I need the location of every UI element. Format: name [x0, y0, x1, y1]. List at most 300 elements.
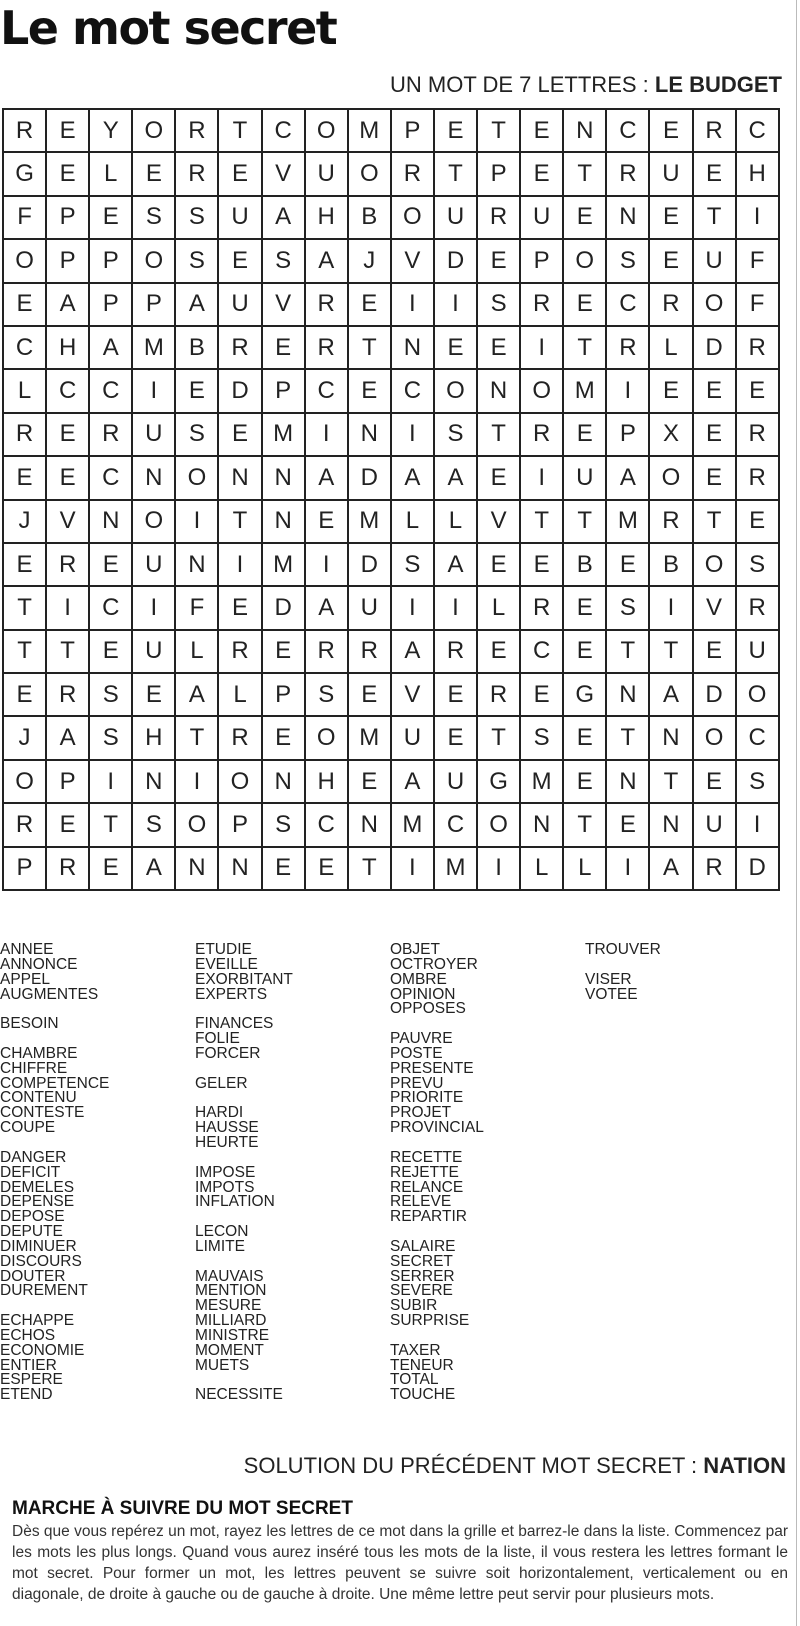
grid-cell[interactable]: C: [47, 370, 90, 413]
word-item[interactable]: TROUVER: [585, 941, 661, 958]
grid-cell[interactable]: R: [478, 674, 521, 717]
grid-cell[interactable]: V: [392, 674, 435, 717]
grid-cell[interactable]: C: [435, 804, 478, 847]
word-item[interactable]: PROVINCIAL: [390, 1119, 484, 1137]
grid-cell[interactable]: P: [392, 110, 435, 153]
grid-cell[interactable]: I: [607, 370, 650, 413]
grid-cell[interactable]: I: [133, 587, 176, 630]
grid-cell[interactable]: S: [607, 587, 650, 630]
grid-cell[interactable]: L: [521, 848, 564, 891]
grid-cell[interactable]: S: [133, 197, 176, 240]
grid-cell[interactable]: C: [4, 327, 47, 370]
grid-cell[interactable]: U: [521, 197, 564, 240]
grid-cell[interactable]: E: [521, 110, 564, 153]
word-item[interactable]: MOMENT: [195, 1341, 264, 1359]
word-item[interactable]: MESURE: [195, 1297, 262, 1315]
grid-cell[interactable]: R: [306, 631, 349, 674]
word-item[interactable]: HARDI: [195, 1104, 244, 1122]
word-item[interactable]: DANGER: [0, 1148, 67, 1166]
grid-cell[interactable]: R: [521, 587, 564, 630]
grid-cell[interactable]: O: [694, 717, 737, 760]
grid-cell[interactable]: O: [219, 761, 262, 804]
grid-cell[interactable]: N: [349, 804, 392, 847]
grid-cell[interactable]: S: [133, 804, 176, 847]
grid-cell[interactable]: B: [650, 544, 693, 587]
word-item[interactable]: GELER: [195, 1074, 248, 1092]
word-item[interactable]: HAUSSE: [195, 1119, 259, 1137]
grid-cell[interactable]: J: [349, 240, 392, 283]
grid-cell[interactable]: M: [564, 370, 607, 413]
grid-cell[interactable]: R: [176, 110, 219, 153]
grid-cell[interactable]: O: [349, 153, 392, 196]
grid-cell[interactable]: F: [4, 197, 47, 240]
grid-cell[interactable]: M: [392, 804, 435, 847]
grid-cell[interactable]: N: [176, 544, 219, 587]
grid-cell[interactable]: E: [607, 804, 650, 847]
grid-cell[interactable]: T: [478, 414, 521, 457]
word-item[interactable]: FOLIE: [195, 1030, 240, 1048]
word-item[interactable]: CONTENU: [0, 1089, 77, 1107]
grid-cell[interactable]: T: [564, 804, 607, 847]
grid-cell[interactable]: E: [133, 153, 176, 196]
grid-cell[interactable]: E: [478, 457, 521, 500]
word-item[interactable]: RECETTE: [390, 1148, 463, 1166]
grid-cell[interactable]: R: [176, 153, 219, 196]
grid-cell[interactable]: I: [133, 370, 176, 413]
grid-cell[interactable]: R: [478, 197, 521, 240]
grid-cell[interactable]: C: [306, 804, 349, 847]
word-item[interactable]: IMPOTS: [195, 1178, 255, 1196]
word-item[interactable]: DEFICIT: [0, 1163, 61, 1181]
word-item[interactable]: ANNONCE: [0, 955, 78, 973]
grid-cell[interactable]: M: [349, 717, 392, 760]
grid-cell[interactable]: E: [694, 761, 737, 804]
grid-cell[interactable]: E: [4, 674, 47, 717]
grid-cell[interactable]: E: [4, 544, 47, 587]
word-item[interactable]: CONTESTE: [0, 1104, 85, 1122]
grid-cell[interactable]: T: [694, 197, 737, 240]
grid-cell[interactable]: I: [176, 501, 219, 544]
word-item[interactable]: EVEILLE: [195, 955, 258, 973]
grid-cell[interactable]: E: [650, 197, 693, 240]
grid-cell[interactable]: A: [435, 457, 478, 500]
word-item[interactable]: PRESENTE: [390, 1059, 474, 1077]
grid-cell[interactable]: E: [694, 153, 737, 196]
grid-cell[interactable]: R: [4, 414, 47, 457]
grid-cell[interactable]: G: [4, 153, 47, 196]
grid-cell[interactable]: I: [478, 848, 521, 891]
word-item[interactable]: AUGMENTES: [0, 985, 99, 1003]
grid-cell[interactable]: E: [478, 240, 521, 283]
grid-cell[interactable]: H: [133, 717, 176, 760]
grid-cell[interactable]: O: [650, 457, 693, 500]
grid-cell[interactable]: R: [219, 631, 262, 674]
grid-cell[interactable]: E: [694, 457, 737, 500]
word-item[interactable]: BESOIN: [0, 1015, 59, 1033]
grid-cell[interactable]: I: [392, 414, 435, 457]
grid-cell[interactable]: A: [133, 848, 176, 891]
word-item[interactable]: SERRER: [390, 1267, 455, 1285]
grid-cell[interactable]: R: [737, 327, 780, 370]
word-item[interactable]: ECHAPPE: [0, 1312, 75, 1330]
grid-cell[interactable]: I: [306, 414, 349, 457]
grid-cell[interactable]: U: [694, 804, 737, 847]
word-item[interactable]: REJETTE: [390, 1163, 459, 1181]
grid-cell[interactable]: C: [607, 110, 650, 153]
grid-cell[interactable]: T: [478, 717, 521, 760]
grid-cell[interactable]: L: [176, 631, 219, 674]
word-item[interactable]: MILLIARD: [195, 1312, 267, 1330]
grid-cell[interactable]: R: [4, 110, 47, 153]
grid-cell[interactable]: T: [607, 717, 650, 760]
grid-cell[interactable]: U: [392, 717, 435, 760]
word-item[interactable]: HEURTE: [195, 1133, 259, 1151]
grid-cell[interactable]: E: [564, 197, 607, 240]
grid-cell[interactable]: O: [176, 457, 219, 500]
grid-cell[interactable]: Y: [90, 110, 133, 153]
grid-cell[interactable]: E: [694, 631, 737, 674]
grid-cell[interactable]: U: [564, 457, 607, 500]
word-item[interactable]: CHIFFRE: [0, 1059, 68, 1077]
grid-cell[interactable]: E: [133, 674, 176, 717]
word-item[interactable]: SECRET: [390, 1252, 453, 1270]
grid-cell[interactable]: S: [737, 761, 780, 804]
word-item[interactable]: PRIORITE: [390, 1089, 464, 1107]
grid-cell[interactable]: I: [737, 197, 780, 240]
grid-cell[interactable]: I: [176, 761, 219, 804]
grid-cell[interactable]: E: [737, 501, 780, 544]
grid-cell[interactable]: O: [521, 370, 564, 413]
grid-cell[interactable]: A: [607, 457, 650, 500]
word-item[interactable]: APPEL: [0, 970, 50, 988]
grid-cell[interactable]: E: [564, 414, 607, 457]
grid-cell[interactable]: E: [478, 327, 521, 370]
word-item[interactable]: DUREMENT: [0, 1282, 88, 1300]
grid-cell[interactable]: D: [435, 240, 478, 283]
grid-cell[interactable]: P: [4, 848, 47, 891]
grid-cell[interactable]: O: [435, 370, 478, 413]
grid-cell[interactable]: E: [564, 717, 607, 760]
grid-cell[interactable]: P: [478, 153, 521, 196]
grid-cell[interactable]: E: [306, 501, 349, 544]
grid-cell[interactable]: L: [392, 501, 435, 544]
grid-cell[interactable]: N: [263, 501, 306, 544]
grid-cell[interactable]: E: [478, 544, 521, 587]
word-item[interactable]: MAUVAIS: [195, 1267, 264, 1285]
word-item[interactable]: CHAMBRE: [0, 1044, 78, 1062]
grid-cell[interactable]: E: [219, 414, 262, 457]
grid-cell[interactable]: S: [176, 414, 219, 457]
grid-cell[interactable]: S: [90, 674, 133, 717]
grid-cell[interactable]: A: [176, 674, 219, 717]
word-item[interactable]: PREVU: [390, 1074, 444, 1092]
grid-cell[interactable]: P: [263, 674, 306, 717]
grid-cell[interactable]: R: [306, 327, 349, 370]
word-item[interactable]: EXPERTS: [195, 985, 268, 1003]
grid-cell[interactable]: O: [133, 110, 176, 153]
grid-cell[interactable]: O: [478, 804, 521, 847]
grid-cell[interactable]: E: [349, 370, 392, 413]
grid-cell[interactable]: E: [694, 370, 737, 413]
grid-cell[interactable]: R: [90, 414, 133, 457]
grid-cell[interactable]: D: [263, 587, 306, 630]
grid-cell[interactable]: A: [392, 457, 435, 500]
grid-cell[interactable]: R: [392, 153, 435, 196]
grid-cell[interactable]: E: [219, 240, 262, 283]
grid-cell[interactable]: T: [4, 587, 47, 630]
word-item[interactable]: PAUVRE: [390, 1030, 453, 1048]
grid-cell[interactable]: J: [4, 501, 47, 544]
grid-cell[interactable]: S: [176, 240, 219, 283]
grid-cell[interactable]: C: [306, 370, 349, 413]
grid-cell[interactable]: R: [694, 848, 737, 891]
grid-cell[interactable]: E: [4, 457, 47, 500]
word-item[interactable]: ENTIER: [0, 1356, 57, 1374]
grid-cell[interactable]: I: [219, 544, 262, 587]
grid-cell[interactable]: N: [133, 457, 176, 500]
grid-cell[interactable]: U: [219, 197, 262, 240]
grid-cell[interactable]: R: [737, 414, 780, 457]
grid-cell[interactable]: S: [737, 544, 780, 587]
grid-cell[interactable]: R: [306, 284, 349, 327]
grid-cell[interactable]: T: [650, 631, 693, 674]
grid-cell[interactable]: B: [349, 197, 392, 240]
grid-cell[interactable]: E: [478, 631, 521, 674]
grid-cell[interactable]: C: [521, 631, 564, 674]
grid-cell[interactable]: T: [349, 848, 392, 891]
grid-cell[interactable]: T: [219, 110, 262, 153]
grid-cell[interactable]: A: [650, 674, 693, 717]
grid-cell[interactable]: M: [133, 327, 176, 370]
grid-cell[interactable]: O: [4, 761, 47, 804]
grid-cell[interactable]: O: [306, 110, 349, 153]
grid-cell[interactable]: N: [650, 717, 693, 760]
grid-cell[interactable]: R: [650, 501, 693, 544]
word-item[interactable]: DEPUTE: [0, 1223, 63, 1241]
grid-cell[interactable]: M: [263, 414, 306, 457]
grid-cell[interactable]: N: [176, 848, 219, 891]
grid-cell[interactable]: A: [90, 327, 133, 370]
grid-cell[interactable]: N: [219, 457, 262, 500]
grid-cell[interactable]: C: [90, 370, 133, 413]
grid-cell[interactable]: C: [90, 587, 133, 630]
word-item[interactable]: SURPRISE: [390, 1312, 470, 1330]
word-item[interactable]: LECON: [195, 1223, 249, 1241]
grid-cell[interactable]: A: [392, 761, 435, 804]
grid-cell[interactable]: U: [133, 414, 176, 457]
grid-cell[interactable]: S: [435, 414, 478, 457]
word-item[interactable]: IMPOSE: [195, 1163, 256, 1181]
word-item[interactable]: REPARTIR: [390, 1208, 467, 1226]
grid-cell[interactable]: T: [694, 501, 737, 544]
word-item[interactable]: TOTAL: [390, 1371, 439, 1389]
grid-cell[interactable]: N: [607, 197, 650, 240]
word-item[interactable]: PROJET: [390, 1104, 452, 1122]
grid-cell[interactable]: S: [392, 544, 435, 587]
grid-cell[interactable]: L: [650, 327, 693, 370]
grid-cell[interactable]: H: [306, 761, 349, 804]
grid-cell[interactable]: T: [435, 153, 478, 196]
grid-cell[interactable]: A: [263, 197, 306, 240]
grid-cell[interactable]: O: [737, 674, 780, 717]
grid-cell[interactable]: T: [176, 717, 219, 760]
grid-cell[interactable]: E: [521, 544, 564, 587]
grid-cell[interactable]: O: [176, 804, 219, 847]
grid-cell[interactable]: V: [694, 587, 737, 630]
grid-cell[interactable]: P: [90, 240, 133, 283]
grid-cell[interactable]: N: [219, 848, 262, 891]
grid-cell[interactable]: A: [306, 457, 349, 500]
grid-cell[interactable]: E: [4, 284, 47, 327]
grid-cell[interactable]: E: [694, 414, 737, 457]
grid-cell[interactable]: R: [650, 284, 693, 327]
word-item[interactable]: FORCER: [195, 1044, 261, 1062]
grid-cell[interactable]: E: [564, 761, 607, 804]
word-item[interactable]: COUPE: [0, 1119, 56, 1137]
word-item[interactable]: ETEND: [0, 1386, 53, 1404]
grid-cell[interactable]: O: [564, 240, 607, 283]
word-item[interactable]: RELANCE: [390, 1178, 464, 1196]
grid-cell[interactable]: U: [349, 587, 392, 630]
grid-cell[interactable]: R: [47, 544, 90, 587]
grid-cell[interactable]: I: [435, 587, 478, 630]
grid-cell[interactable]: O: [133, 501, 176, 544]
grid-cell[interactable]: R: [219, 327, 262, 370]
grid-cell[interactable]: V: [392, 240, 435, 283]
grid-cell[interactable]: O: [306, 717, 349, 760]
word-item[interactable]: ECHOS: [0, 1326, 56, 1344]
grid-cell[interactable]: R: [4, 804, 47, 847]
grid-cell[interactable]: I: [607, 848, 650, 891]
grid-cell[interactable]: S: [263, 804, 306, 847]
word-item[interactable]: DIMINUER: [0, 1237, 77, 1255]
grid-cell[interactable]: P: [47, 240, 90, 283]
word-item[interactable]: ESPERE: [0, 1371, 63, 1389]
grid-cell[interactable]: E: [90, 197, 133, 240]
grid-cell[interactable]: E: [564, 284, 607, 327]
grid-cell[interactable]: T: [564, 153, 607, 196]
grid-cell[interactable]: U: [219, 284, 262, 327]
grid-cell[interactable]: A: [47, 717, 90, 760]
grid-cell[interactable]: C: [392, 370, 435, 413]
grid-cell[interactable]: R: [47, 848, 90, 891]
word-item[interactable]: TENEUR: [390, 1356, 454, 1374]
grid-cell[interactable]: E: [219, 587, 262, 630]
grid-cell[interactable]: B: [176, 327, 219, 370]
word-item[interactable]: DEPOSE: [0, 1208, 65, 1226]
grid-cell[interactable]: E: [564, 587, 607, 630]
grid-cell[interactable]: S: [90, 717, 133, 760]
word-item[interactable]: DEPENSE: [0, 1193, 75, 1211]
grid-cell[interactable]: A: [176, 284, 219, 327]
grid-cell[interactable]: L: [478, 587, 521, 630]
word-item[interactable]: MENTION: [195, 1282, 267, 1300]
grid-cell[interactable]: P: [219, 804, 262, 847]
grid-cell[interactable]: H: [737, 153, 780, 196]
word-item[interactable]: FINANCES: [195, 1015, 274, 1033]
word-item[interactable]: ETUDIE: [195, 941, 252, 958]
grid-cell[interactable]: O: [694, 544, 737, 587]
grid-cell[interactable]: E: [435, 327, 478, 370]
word-item[interactable]: OCTROYER: [390, 955, 478, 973]
grid-cell[interactable]: U: [306, 153, 349, 196]
grid-cell[interactable]: E: [263, 631, 306, 674]
grid-cell[interactable]: I: [47, 587, 90, 630]
grid-cell[interactable]: T: [564, 327, 607, 370]
grid-cell[interactable]: I: [392, 587, 435, 630]
grid-cell[interactable]: S: [176, 197, 219, 240]
grid-cell[interactable]: E: [435, 717, 478, 760]
grid-cell[interactable]: I: [306, 544, 349, 587]
grid-cell[interactable]: P: [90, 284, 133, 327]
grid-cell[interactable]: T: [650, 761, 693, 804]
grid-cell[interactable]: U: [694, 240, 737, 283]
grid-cell[interactable]: T: [4, 631, 47, 674]
grid-cell[interactable]: O: [392, 197, 435, 240]
grid-cell[interactable]: R: [435, 631, 478, 674]
grid-cell[interactable]: N: [349, 414, 392, 457]
grid-cell[interactable]: D: [349, 457, 392, 500]
grid-cell[interactable]: E: [90, 544, 133, 587]
grid-cell[interactable]: E: [47, 457, 90, 500]
word-item[interactable]: DOUTER: [0, 1267, 66, 1285]
grid-cell[interactable]: P: [607, 414, 650, 457]
grid-cell[interactable]: R: [737, 457, 780, 500]
grid-cell[interactable]: T: [478, 110, 521, 153]
grid-cell[interactable]: R: [521, 284, 564, 327]
grid-cell[interactable]: N: [650, 804, 693, 847]
grid-cell[interactable]: L: [564, 848, 607, 891]
grid-cell[interactable]: N: [133, 761, 176, 804]
grid-cell[interactable]: T: [607, 631, 650, 674]
grid-cell[interactable]: M: [349, 501, 392, 544]
word-item[interactable]: MINISTRE: [195, 1326, 270, 1344]
word-item[interactable]: EXORBITANT: [195, 970, 293, 988]
grid-cell[interactable]: A: [306, 587, 349, 630]
grid-cell[interactable]: A: [306, 240, 349, 283]
word-item[interactable]: SUBIR: [390, 1297, 438, 1315]
word-item[interactable]: VISER: [585, 970, 632, 988]
grid-cell[interactable]: N: [263, 457, 306, 500]
word-item[interactable]: SEVERE: [390, 1282, 453, 1300]
word-item[interactable]: LIMITE: [195, 1237, 245, 1255]
grid-cell[interactable]: S: [306, 674, 349, 717]
word-item[interactable]: OPINION: [390, 985, 456, 1003]
word-item[interactable]: TOUCHE: [390, 1386, 456, 1404]
grid-cell[interactable]: E: [650, 110, 693, 153]
grid-cell[interactable]: U: [133, 631, 176, 674]
grid-cell[interactable]: E: [521, 674, 564, 717]
grid-cell[interactable]: L: [219, 674, 262, 717]
grid-cell[interactable]: U: [737, 631, 780, 674]
grid-cell[interactable]: M: [521, 761, 564, 804]
word-item[interactable]: VOTEE: [585, 985, 638, 1003]
grid-cell[interactable]: P: [47, 761, 90, 804]
grid-cell[interactable]: T: [90, 804, 133, 847]
grid-cell[interactable]: I: [435, 284, 478, 327]
grid-cell[interactable]: R: [694, 110, 737, 153]
grid-cell[interactable]: R: [607, 327, 650, 370]
grid-cell[interactable]: N: [521, 804, 564, 847]
grid-cell[interactable]: O: [4, 240, 47, 283]
grid-cell[interactable]: D: [737, 848, 780, 891]
grid-cell[interactable]: I: [521, 327, 564, 370]
grid-cell[interactable]: S: [607, 240, 650, 283]
grid-cell[interactable]: D: [694, 674, 737, 717]
grid-cell[interactable]: V: [263, 284, 306, 327]
grid-cell[interactable]: E: [349, 284, 392, 327]
word-item[interactable]: RELEVE: [390, 1193, 452, 1211]
